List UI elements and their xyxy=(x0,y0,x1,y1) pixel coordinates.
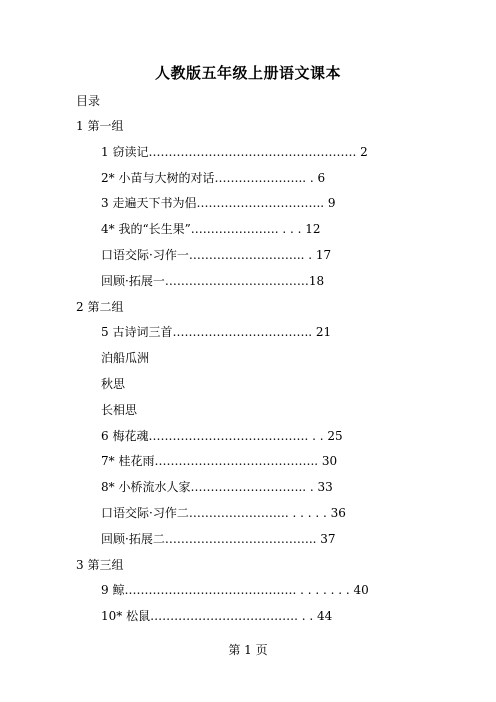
toc-entry: 秋思 xyxy=(101,376,126,391)
toc-entry: 回顾·拓展一………………………………18 xyxy=(101,273,325,288)
toc-heading: 目录 xyxy=(76,94,101,108)
toc-entry: 9 鲸……………………………………. . . . . . . . 40 xyxy=(101,583,369,598)
document-title: 人教版五年级上册语文课本 xyxy=(154,64,341,82)
toc-entry: 长相思 xyxy=(101,402,138,417)
toc-entry: 回顾·拓展二……………………………….. 37 xyxy=(101,531,336,546)
toc-group-heading: 2 第二组 xyxy=(76,299,124,314)
toc-entry: 泊船瓜洲 xyxy=(101,351,150,366)
toc-entry: 4* 我的“长生果”…………………. . . . 12 xyxy=(101,222,321,237)
toc-entry: 7* 桂花雨………………………………….. 30 xyxy=(101,454,338,469)
toc-entry: 口语交际·习作一……………………….. . 17 xyxy=(101,247,332,262)
page-footer: 第 1 页 xyxy=(228,643,268,657)
toc-entry: 2* 小苗与大树的对话………………….. . 6 xyxy=(101,170,326,185)
table-of-contents xyxy=(0,114,496,630)
toc-entry: 5 古诗词三首…………………………….. 21 xyxy=(101,325,332,340)
toc-entry: 10* 松鼠………………………………. . . 44 xyxy=(101,609,333,624)
toc-group-heading: 3 第三组 xyxy=(76,557,124,572)
toc-entry: 6 梅花魂…………………………………. . . 25 xyxy=(101,428,343,443)
toc-group-heading: 1 第一组 xyxy=(76,119,124,133)
toc-entry: 3 走遍天下书为侣………………………….. 9 xyxy=(101,196,336,211)
toc-entry: 口语交际·习作二……………………. . . . . . 36 xyxy=(101,505,346,520)
toc-entry: 8* 小桥流水人家……………………….. . 33 xyxy=(101,480,333,495)
toc-entry: 1 窃读记……………………………………………. 2 xyxy=(101,144,368,159)
